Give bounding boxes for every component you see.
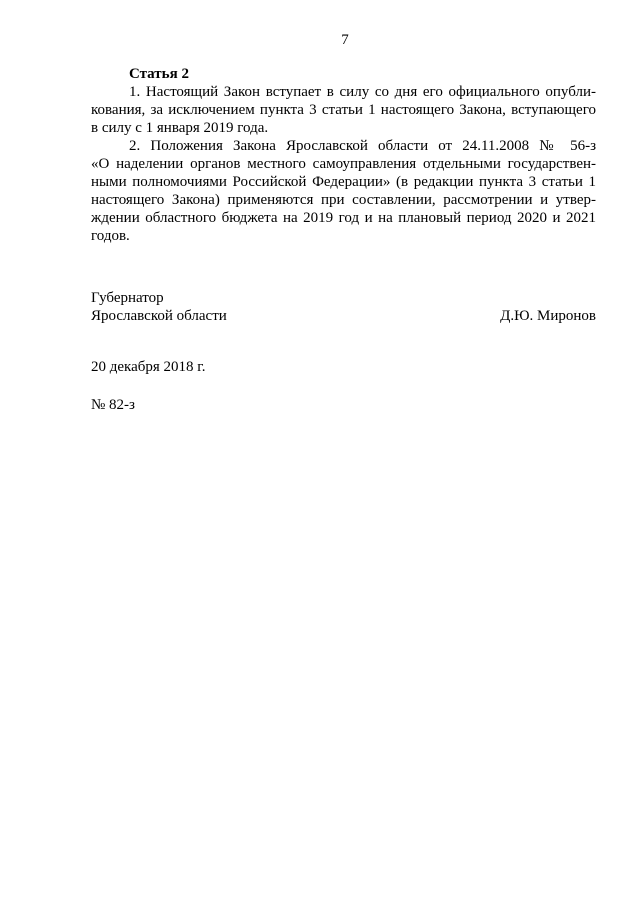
law-number: № 82-з [91, 397, 135, 413]
signatory-position-line-2: Ярославской области [91, 308, 227, 324]
signatory-position-line-1: Губернатор [91, 290, 164, 306]
paragraph-2-line-1: 2. Положения Закона Ярославской области от 24.11.2008 № 56-з [129, 138, 596, 154]
article-2 [91, 65, 596, 245]
paragraph-2-line-2: «О наделении органов местного самоуправления отдельными государствен- [91, 156, 596, 172]
paragraph-1-line-3: в силу с 1 января 2019 года. [91, 120, 269, 136]
signatory-name: Д.Ю. Миронов [500, 308, 596, 324]
signature-row [91, 307, 596, 325]
article-paragraph-1 [91, 83, 596, 137]
paragraph-2-line-4: настоящего Закона) применяются при составлении, рассмотрении и утвер- [91, 192, 596, 208]
page-number: 7 [341, 32, 349, 48]
signature-block [91, 289, 596, 325]
article-paragraph-2 [91, 137, 596, 245]
paragraph-1-line-2: кования, за исключением пункта 3 статьи 1 настоящего Закона, вступающего [91, 102, 596, 118]
paragraph-2-line-6: годов. [91, 228, 130, 244]
article-heading: Статья 2 [129, 66, 189, 82]
paragraph-2-line-5: ждении областного бюджета на 2019 год и на плановый период 2020 и 2021 [91, 210, 596, 226]
paragraph-1-line-1: 1. Настоящий Закон вступает в силу со дня его официального опубли- [129, 84, 596, 100]
paragraph-2-line-3: ными полномочиями Российской Федерации» (в редакции пункта 3 статьи 1 [91, 174, 596, 190]
document-date: 20 декабря 2018 г. [91, 359, 206, 375]
